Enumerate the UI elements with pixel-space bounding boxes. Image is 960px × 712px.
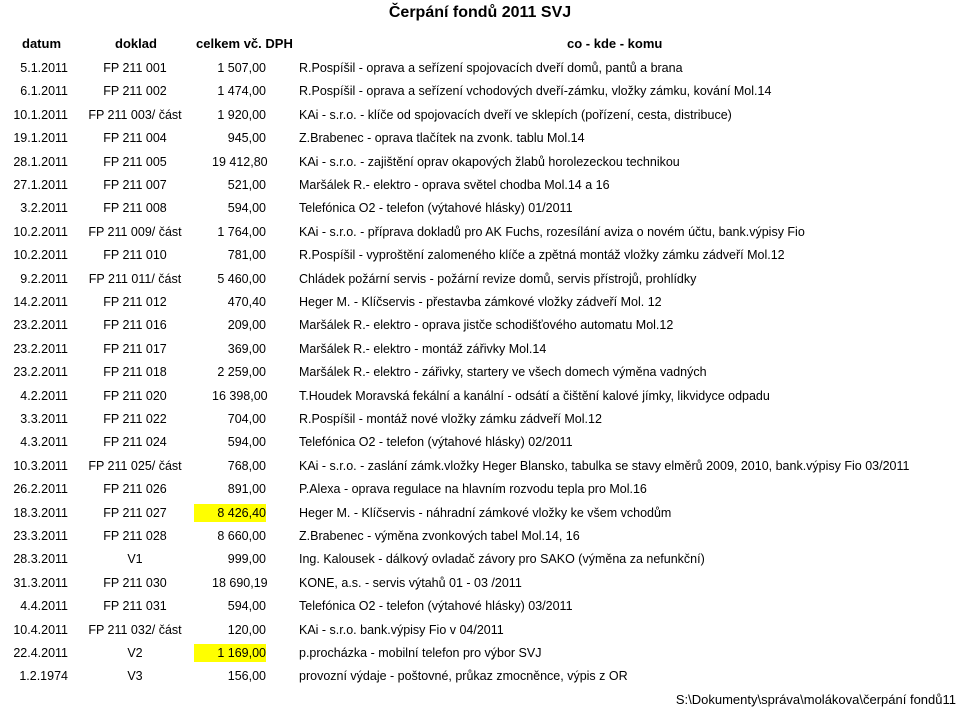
row-description: Heger M. - Klíčservis - přestavba zámkové vložky zádveří Mol. 12 — [299, 295, 662, 309]
table-row — [0, 433, 960, 451]
row-date: 23.2.2011 — [13, 341, 68, 356]
header-amount: celkem vč. DPH — [196, 36, 293, 51]
row-doc: FP 211 030 — [103, 575, 167, 590]
row-doc: FP 211 005 — [103, 154, 167, 169]
row-amount: 768,00 — [227, 458, 266, 473]
table-row — [0, 667, 960, 685]
row-doc: FP 211 017 — [103, 341, 167, 356]
table-row — [0, 293, 960, 311]
table-row — [0, 270, 960, 288]
row-amount: 594,00 — [227, 435, 266, 450]
row-doc: FP 211 027 — [103, 505, 167, 520]
row-description: R.Pospíšil - oprava a seřízení vchodových dveří-zámku, vložky zámku, kování Mol.14 — [299, 84, 772, 99]
page-title: Čerpání fondů 2011 SVJ — [388, 4, 572, 21]
row-description: Heger M. - Klíčservis - náhradní zámkové vložky ke všem vchodům — [299, 505, 672, 520]
row-description: KONE, a.s. - servis výtahů 01 - 03 /2011 — [299, 575, 522, 590]
table-row — [0, 106, 960, 124]
row-description: R.Pospíšil - oprava a seřízení spojovacích dveří domů, pantů a brana — [299, 61, 683, 75]
row-amount: 781,00 — [227, 248, 266, 263]
row-date: 28.3.2011 — [13, 552, 68, 567]
row-doc: FP 211 016 — [103, 318, 167, 333]
table-row — [0, 480, 960, 498]
row-amount: 16 398,00 — [212, 388, 268, 403]
row-doc: FP 211 020 — [103, 388, 167, 403]
row-date: 19.1.2011 — [13, 131, 68, 146]
row-date: 23.2.2011 — [13, 318, 68, 333]
row-doc: FP 211 003/ část — [88, 107, 182, 122]
table-row — [0, 340, 960, 358]
row-doc: FP 211 010 — [103, 248, 167, 263]
row-date: 3.2.2011 — [20, 201, 68, 216]
row-description: provozní výdaje - poštovné, průkaz zmocněnce, výpis z OR — [299, 669, 628, 684]
row-amount: 209,00 — [227, 318, 266, 333]
table-row — [0, 363, 960, 381]
row-amount: 594,00 — [227, 201, 266, 216]
row-date: 9.2.2011 — [20, 271, 68, 286]
table-row — [0, 223, 960, 241]
row-date: 18.3.2011 — [13, 505, 68, 520]
file-path: S:\Dokumenty\správa\molákova\čerpání fondů11 — [675, 692, 956, 707]
row-date: 10.1.2011 — [13, 107, 68, 122]
header-description: co - kde - komu — [567, 36, 663, 51]
row-date: 22.4.2011 — [13, 646, 68, 660]
row-amount: 5 460,00 — [217, 271, 266, 286]
row-doc: FP 211 012 — [103, 295, 167, 309]
row-doc: FP 211 032/ část — [88, 622, 182, 637]
row-amount: 8 426,40 — [194, 504, 266, 522]
row-description: P.Alexa - oprava regulace na hlavním rozvodu tepla pro Mol.16 — [299, 482, 647, 497]
row-amount: 18 690,19 — [212, 575, 268, 590]
table-row — [0, 597, 960, 615]
table-row — [0, 457, 960, 475]
row-doc: FP 211 001 — [103, 61, 167, 75]
row-amount: 2 259,00 — [217, 365, 266, 380]
row-amount: 19 412,80 — [212, 154, 268, 169]
row-date: 6.1.2011 — [20, 84, 68, 99]
row-date: 10.4.2011 — [13, 622, 68, 637]
row-doc: FP 211 031 — [103, 599, 167, 614]
row-doc: FP 211 024 — [103, 435, 167, 450]
row-amount: 594,00 — [227, 599, 266, 614]
table-row — [0, 574, 960, 592]
row-description: Maršálek R.- elektro - zářivky, startery ve všech domech výměna vadných — [299, 365, 707, 380]
row-doc: V1 — [127, 552, 143, 567]
table-row — [0, 550, 960, 568]
row-date: 4.2.2011 — [20, 388, 68, 403]
table-row — [0, 621, 960, 639]
row-amount: 120,00 — [227, 622, 266, 637]
row-description: Maršálek R.- elektro - oprava světel chodba Mol.14 a 16 — [299, 178, 610, 192]
row-doc: FP 211 026 — [103, 482, 167, 497]
row-description: Ing. Kalousek - dálkový ovladač závory pro SAKO (výměna za nefunkční) — [299, 552, 705, 567]
row-doc: FP 211 022 — [103, 412, 167, 426]
row-date: 10.3.2011 — [13, 458, 68, 473]
row-amount: 1 764,00 — [217, 224, 266, 239]
row-amount: 369,00 — [227, 341, 266, 356]
row-description: KAi - s.r.o. - zaslání zámk.vložky Heger Blansko, tabulka se stavy elměrů 2009, 2010, bank.výpisy Fio 03/2011 — [299, 458, 910, 473]
row-amount: 521,00 — [227, 178, 266, 192]
row-description: R.Pospíšil - montáž nové vložky zámku zádveří Mol.12 — [299, 412, 602, 426]
row-description: Maršálek R.- elektro - montáž zářivky Mol.14 — [299, 341, 547, 356]
row-amount: 470,40 — [227, 295, 266, 309]
row-date: 27.1.2011 — [13, 178, 68, 192]
row-date: 3.3.2011 — [20, 412, 68, 426]
row-date: 4.4.2011 — [20, 599, 68, 614]
row-date: 10.2.2011 — [13, 224, 68, 239]
table-row — [0, 387, 960, 405]
row-description: Chládek požární servis - požární revize domů, servis přístrojů, prohlídky — [299, 271, 697, 286]
table-row — [0, 316, 960, 334]
row-doc: V2 — [127, 646, 143, 660]
table-row — [0, 59, 960, 77]
row-description: Telefónica O2 - telefon (výtahové hlásky) 03/2011 — [299, 599, 573, 614]
table-row — [0, 527, 960, 545]
row-amount: 8 660,00 — [217, 529, 266, 543]
row-date: 10.2.2011 — [13, 248, 68, 263]
row-doc: FP 211 018 — [103, 365, 167, 380]
row-date: 28.1.2011 — [13, 154, 68, 169]
row-doc: FP 211 004 — [103, 131, 167, 146]
table-row — [0, 199, 960, 217]
row-doc: FP 211 008 — [103, 201, 167, 216]
table-row — [0, 246, 960, 264]
row-doc: FP 211 025/ část — [88, 458, 182, 473]
row-date: 4.3.2011 — [20, 435, 68, 450]
row-date: 23.2.2011 — [13, 365, 68, 380]
table-row — [0, 410, 960, 428]
row-description: p.procházka - mobilní telefon pro výbor SVJ — [299, 646, 542, 660]
row-date: 26.2.2011 — [13, 482, 68, 497]
row-doc: FP 211 011/ část — [88, 271, 182, 286]
row-description: KAi - s.r.o. - příprava dokladů pro AK Fuchs, rozesílání aviza o novém účtu, bank.výpisy Fio — [299, 224, 805, 239]
row-description: R.Pospíšil - vyproštění zalomeného klíče a zpětná montáž vložky zámku zádveří Mol.12 — [299, 248, 785, 263]
row-description: Z.Brabenec - oprava tlačítek na zvonk. tablu Mol.14 — [299, 131, 585, 146]
row-amount: 1 507,00 — [217, 61, 266, 75]
header-date: datum — [22, 36, 61, 51]
row-date: 14.2.2011 — [13, 295, 68, 309]
row-description: T.Houdek Moravská fekální a kanální - odsátí a čištění kalové jímky, likvidyce odpadu — [299, 388, 770, 403]
row-amount: 999,00 — [227, 552, 266, 567]
row-description: KAi - s.r.o. - klíče od spojovacích dveří ve sklepích (pořízení, cesta, distribuce) — [299, 107, 732, 122]
row-description: Telefónica O2 - telefon (výtahové hlásky) 01/2011 — [299, 201, 573, 216]
table-row — [0, 176, 960, 194]
row-amount: 1 169,00 — [194, 644, 266, 662]
row-doc: FP 211 002 — [103, 84, 167, 99]
row-amount: 1 920,00 — [217, 107, 266, 122]
row-doc: FP 211 009/ část — [88, 224, 182, 239]
row-description: Maršálek R.- elektro - oprava jistče schodišťového automatu Mol.12 — [299, 318, 674, 333]
row-date: 1.2.1974 — [19, 669, 68, 684]
row-amount: 156,00 — [227, 669, 266, 684]
row-date: 31.3.2011 — [13, 575, 68, 590]
row-description: KAi - s.r.o. - zajištění oprav okapových žlabů horolezeckou technikou — [299, 154, 680, 169]
table-row — [0, 504, 960, 522]
row-description: Z.Brabenec - výměna zvonkových tabel Mol.14, 16 — [299, 529, 580, 543]
header-doc: doklad — [115, 36, 157, 51]
table-row — [0, 153, 960, 171]
row-doc: FP 211 028 — [103, 529, 167, 543]
row-description: Telefónica O2 - telefon (výtahové hlásky) 02/2011 — [299, 435, 573, 450]
row-amount: 1 474,00 — [217, 84, 266, 99]
table-row — [0, 82, 960, 100]
row-description: KAi - s.r.o. bank.výpisy Fio v 04/2011 — [299, 622, 504, 637]
row-date: 5.1.2011 — [20, 61, 68, 75]
row-date: 23.3.2011 — [13, 529, 68, 543]
row-amount: 704,00 — [227, 412, 266, 426]
table-row — [0, 129, 960, 147]
row-amount: 945,00 — [227, 131, 266, 146]
row-doc: V3 — [127, 669, 143, 684]
table-row — [0, 644, 960, 662]
row-amount: 891,00 — [227, 482, 266, 497]
row-doc: FP 211 007 — [103, 178, 167, 192]
